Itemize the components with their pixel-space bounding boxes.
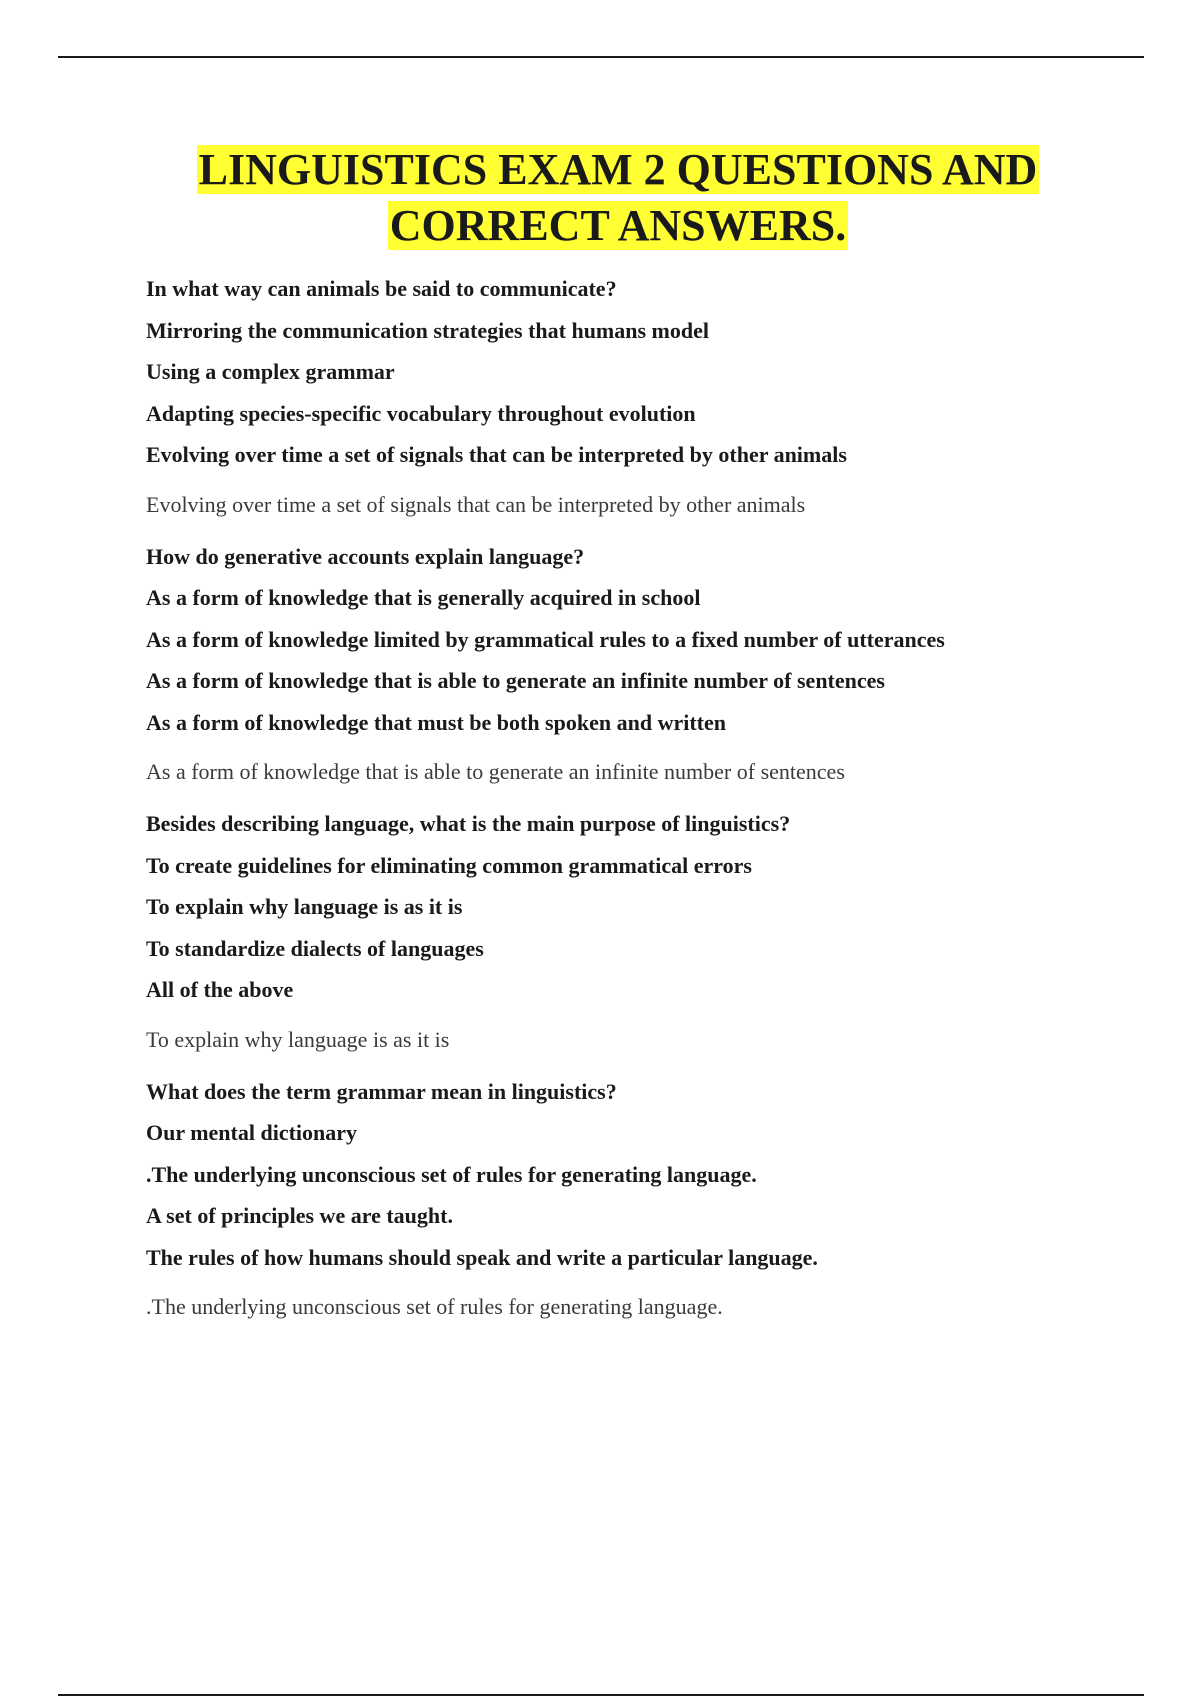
- option-item: Mirroring the communication strategies that humans model: [146, 317, 709, 343]
- correct-answer: Evolving over time a set of signals that can be interpreted by other animals: [146, 491, 806, 517]
- option-item: To standardize dialects of languages: [146, 935, 484, 961]
- option-item: As a form of knowledge limited by grammatical rules to a fixed number of utterances: [146, 626, 945, 652]
- question-block-2: [146, 536, 1136, 788]
- option-item: As a form of knowledge that is able to generate an infinite number of sentences: [146, 668, 885, 693]
- title-line-2: CORRECT ANSWERS.: [389, 201, 847, 250]
- option-item: As a form of knowledge that is generally acquired in school: [146, 585, 701, 610]
- correct-answer: As a form of knowledge that is able to generate an infinite number of sentences: [146, 759, 845, 784]
- question-list: [146, 268, 1136, 1338]
- question-text: In what way can animals be said to communicate?: [146, 276, 617, 301]
- title-line-1: LINGUISTICS EXAM 2 QUESTIONS AND: [198, 145, 1038, 194]
- option-item: To explain why language is as it is: [146, 894, 463, 919]
- correct-answer: .The underlying unconscious set of rules for generating language.: [146, 1294, 723, 1319]
- option-item: All of the above: [146, 977, 294, 1002]
- option-item: .The underlying unconscious set of rules for generating language.: [146, 1161, 757, 1187]
- question-block-3: [146, 803, 1136, 1055]
- top-divider: [58, 56, 1144, 58]
- option-item: To create guidelines for eliminating common grammatical errors: [146, 852, 752, 878]
- question-text: Besides describing language, what is the main purpose of linguistics?: [146, 811, 791, 836]
- option-item: Evolving over time a set of signals that can be interpreted by other animals: [146, 442, 847, 467]
- question-block-1: [146, 268, 1136, 520]
- option-item: Using a complex grammar: [146, 359, 395, 384]
- option-item: Adapting species-specific vocabulary throughout evolution: [146, 400, 696, 426]
- question-text: What does the term grammar mean in linguistics?: [146, 1078, 617, 1104]
- option-item: As a form of knowledge that must be both spoken and written: [146, 709, 726, 735]
- question-text: How do generative accounts explain language?: [146, 543, 585, 569]
- option-item: A set of principles we are taught.: [146, 1203, 453, 1228]
- option-item: Our mental dictionary: [146, 1120, 358, 1145]
- option-item: The rules of how humans should speak and write a particular language.: [146, 1244, 818, 1270]
- bottom-divider: [58, 1694, 1144, 1696]
- question-block-4: [146, 1071, 1136, 1323]
- document-title: [100, 142, 1136, 254]
- correct-answer: To explain why language is as it is: [146, 1026, 450, 1052]
